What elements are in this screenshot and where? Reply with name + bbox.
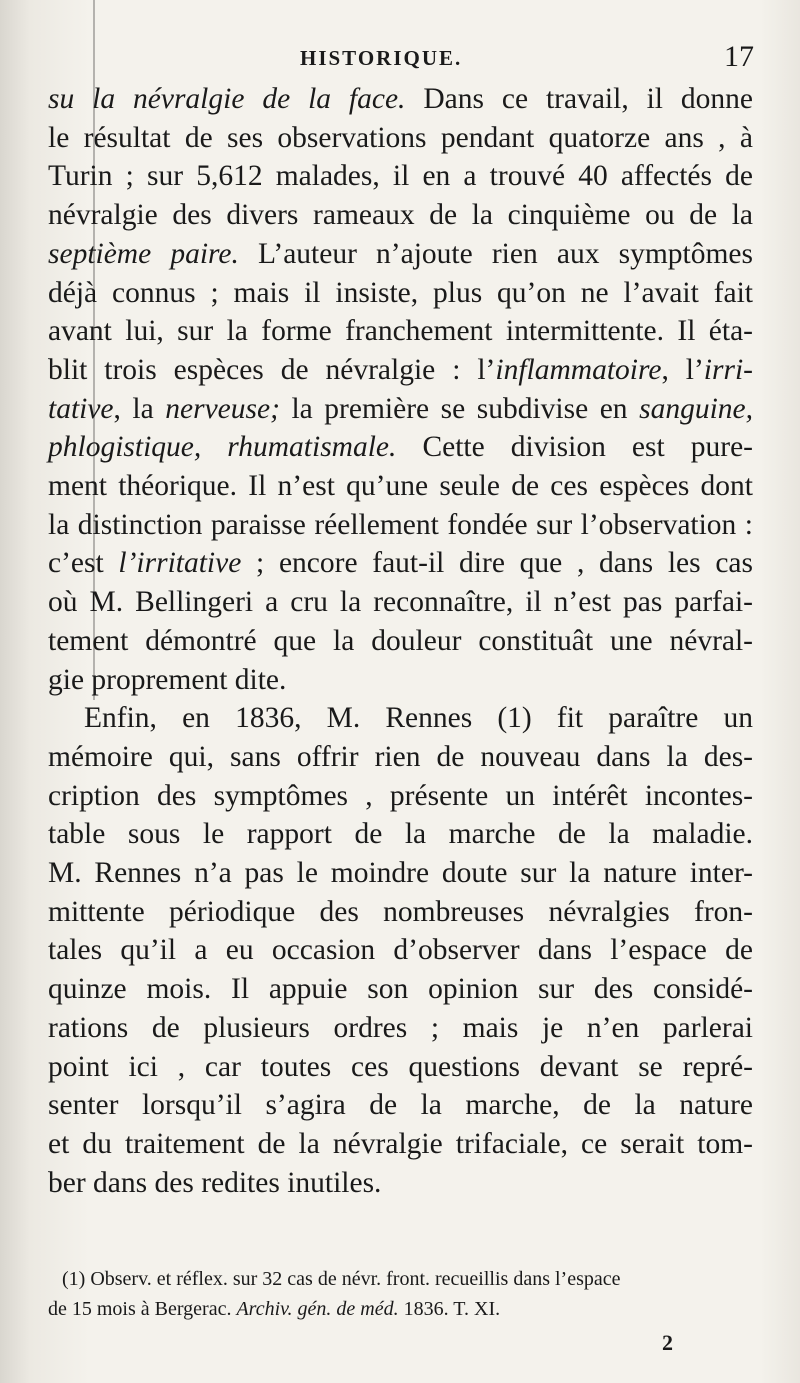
body-text: [48, 80, 753, 1202]
text-line: cription des symptômes , présente un intérêt incontes-: [48, 779, 753, 812]
text-line: où M. Bellingeri a cru la reconnaître, il n’est pas parfai-: [48, 586, 753, 619]
text-line: blit trois espèces de névralgie : l’inflammatoire, l’irri-: [48, 353, 753, 386]
text-line: tement démontré que la douleur constituât une névral-: [48, 624, 753, 657]
text-line: ment théorique. Il n’est qu’une seule de ces espèces dont: [48, 470, 753, 503]
paragraph-1: [48, 80, 753, 699]
text-line: le résultat de ses observations pendant quatorze ans , à: [48, 121, 753, 154]
text-line: Enfin, en 1836, M. Rennes (1) fit paraître un: [84, 702, 753, 735]
text-line: avant lui, sur la forme franchement intermittente. Il éta-: [48, 315, 753, 348]
text-line: septième paire. L’auteur n’ajoute rien aux symptômes: [48, 237, 753, 270]
text-line: M. Rennes n’a pas le moindre doute sur la nature inter-: [48, 857, 753, 890]
text-line: mémoire qui, sans offrir rien de nouveau dans la des-: [48, 740, 753, 773]
text-line: su la névralgie de la face. Dans ce travail, il donne: [48, 83, 754, 115]
text-line: point ici , car toutes ces questions devant se repré-: [48, 1050, 753, 1083]
text-line: phlogistique, rhumatismale. Cette division est pure-: [48, 431, 753, 464]
paragraph-2: [48, 699, 753, 1202]
text-line: névralgie des divers rameaux de la cinquième ou de la: [48, 199, 753, 232]
footnotes: [48, 1264, 778, 1324]
text-line: rations de plusieurs ordres ; mais je n’en parlerai: [48, 1011, 753, 1044]
text-line: et du traitement de la névralgie trifaciale, ce serait tom-: [48, 1127, 753, 1160]
page-header: [0, 36, 800, 76]
text-line: Turin ; sur 5,612 malades, il en a trouvé 40 affectés de: [48, 160, 753, 193]
footnote-line: de 15 mois à Bergerac. Archiv. gén. de méd. 1836. T. XI.: [48, 1298, 501, 1320]
text-line: table sous le rapport de la marche de la maladie.: [48, 818, 753, 851]
text-line: tales qu’il a eu occasion d’observer dans l’espace de: [48, 934, 753, 967]
text-line: ber dans des redites inutiles.: [48, 1166, 382, 1199]
signature-mark: 2: [662, 1330, 673, 1355]
text-line: senter lorsqu’il s’agira de la marche, de la nature: [48, 1089, 753, 1122]
text-line: la distinction paraisse réellement fondée sur l’observation :: [48, 508, 753, 541]
text-line: quinze mois. Il appuie son opinion sur des considé-: [48, 973, 753, 1006]
text-line: c’est l’irritative ; encore faut-il dire que , dans les cas: [48, 547, 753, 580]
text-line: déjà connus ; mais il insiste, plus qu’on ne l’avait fait: [48, 276, 753, 309]
running-title: HISTORIQUE.: [300, 46, 463, 70]
text-line: mittente périodique des nombreuses névralgies fron-: [48, 895, 753, 928]
text-line: tative, la nerveuse; la première se subdivise en sanguine,: [48, 392, 753, 425]
footnote-line: (1) Observ. et réflex. sur 32 cas de névr. front. recueillis dans l’espace: [62, 1268, 621, 1290]
text-line: gie proprement dite.: [48, 663, 287, 696]
page-number: 17: [724, 40, 754, 73]
